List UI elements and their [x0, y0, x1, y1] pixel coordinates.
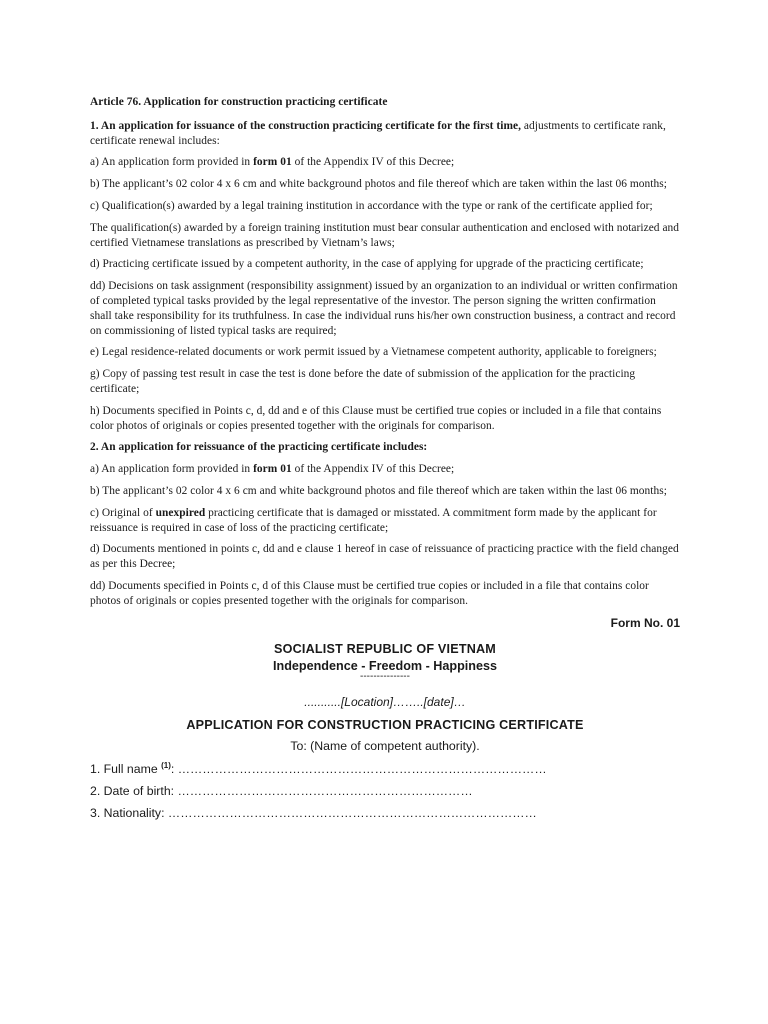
republic-heading: SOCIALIST REPUBLIC OF VIETNAM	[274, 641, 496, 656]
fill-line: : ………………………………………………………………………………	[170, 761, 547, 776]
item-text: practicing certificate that is damaged or misstated. A commitment form made by the applicant for reissuance is required in case of loss of the practicing certificate;	[90, 506, 657, 534]
clause-1-item-c: c) Qualification(s) awarded by a legal training institution in accordance with the type or rank of the certificate applied for;	[90, 199, 653, 212]
clause-2-item-a	[90, 462, 680, 477]
clause-1-heading-bold: 1. An application for issuance of the construction practicing certificate for the first time,	[90, 119, 521, 132]
clause-1-item-a	[90, 155, 680, 170]
clause-2-item-b: b) The applicant’s 02 color 4 x 6 cm and white background photos and file thereof which are taken within the last 06 months;	[90, 484, 667, 497]
item-text: a) An application form provided in	[90, 463, 254, 476]
clause-1-heading-rest: adjustments to certificate rank, certificate renewal includes:	[90, 119, 666, 147]
field-label: 2. Date of birth:	[90, 783, 178, 798]
field-label: 1. Full name	[90, 761, 162, 776]
footnote-marker: (1)	[161, 760, 171, 770]
clause-2-item-d: d) Documents mentioned in points c, dd and e clause 1 hereof in case of reissuance of practicing practice with the field changed as per this Decree;	[90, 543, 679, 571]
article-section	[90, 95, 680, 609]
date-of-birth-field	[90, 784, 680, 798]
clause-2-item-c	[90, 506, 680, 536]
full-name-field	[90, 761, 680, 776]
article-title: Article 76. Application for construction practicing certificate	[90, 96, 388, 108]
field-label: 3. Nationality:	[90, 805, 168, 820]
application-title: APPLICATION FOR CONSTRUCTION PRACTICING CERTIFICATE	[186, 717, 584, 732]
item-text: of the Appendix IV of this Decree;	[291, 156, 455, 169]
fill-line: ………………………………………………………………	[177, 783, 473, 798]
location-date: ...........[Location]……..[date]…	[304, 694, 466, 709]
item-text: a) An application form provided in	[90, 156, 254, 169]
clause-1-item-e: e) Legal residence-related documents or work permit issued by a Vietnamese competent authority, applicable to foreigners;	[90, 346, 657, 359]
form-ref: form 01	[253, 156, 292, 169]
item-text: of the Appendix IV of this Decree;	[291, 463, 455, 476]
clause-1-item-b: b) The applicant’s 02 color 4 x 6 cm and white background photos and file thereof which are taken within the last 06 months;	[90, 178, 667, 191]
document-body	[90, 95, 680, 820]
recipient-line: To: (Name of competent authority).	[290, 738, 480, 753]
form-number: Form No. 01	[610, 615, 680, 630]
fill-line: ………………………………………………………………………………	[167, 805, 537, 820]
clause-2-item-dd: dd) Documents specified in Points c, d of this Clause must be certified true copies or included in a file that contains color photos of originals or copies presented together with the originals for comparison.	[90, 579, 649, 607]
clause-2-heading	[90, 440, 680, 455]
clause-1-item-g: g) Copy of passing test result in case the test is done before the date of submission of the application for the practicing certificate;	[90, 368, 636, 395]
clause-1-heading	[90, 119, 680, 149]
clause-1-item-d: d) Practicing certificate issued by a competent authority, in the case of applying for upgrade of the practicing certificate;	[90, 258, 644, 271]
clause-2-heading-bold: 2. An application for reissuance of the practicing certificate includes:	[90, 441, 428, 454]
form-section	[90, 616, 680, 820]
clause-1-item-c-note: The qualification(s) awarded by a foreign training institution must bear consular authentication and enclosed with notarized and certified Vietnamese translations as prescribed by Vietnam’s laws;	[90, 221, 680, 249]
clause-1-item-h: h) Documents specified in Points c, d, dd and e of this Clause must be certified true copies or included in a file that contains color photos of originals or copies presented together with the originals for comparison.	[90, 404, 662, 432]
separator: ---------------	[360, 670, 410, 682]
emphasis: unexpired	[155, 506, 206, 519]
item-text: c) Original of	[90, 506, 156, 519]
clause-1-item-dd: dd) Decisions on task assignment (responsibility assignment) issued by an organization to an individual or written confirmation of completed typical tasks provided by the legal representative of the investor. The person signing the written confirmation shall take responsibility for its truthfulness. In case the individual runs his/her own construction business, a contract and record on commissioning of listed typical tasks are required;	[90, 280, 678, 337]
form-ref: form 01	[253, 463, 292, 476]
national-motto: Independence - Freedom - Happiness	[273, 658, 497, 673]
nationality-field	[90, 806, 680, 820]
